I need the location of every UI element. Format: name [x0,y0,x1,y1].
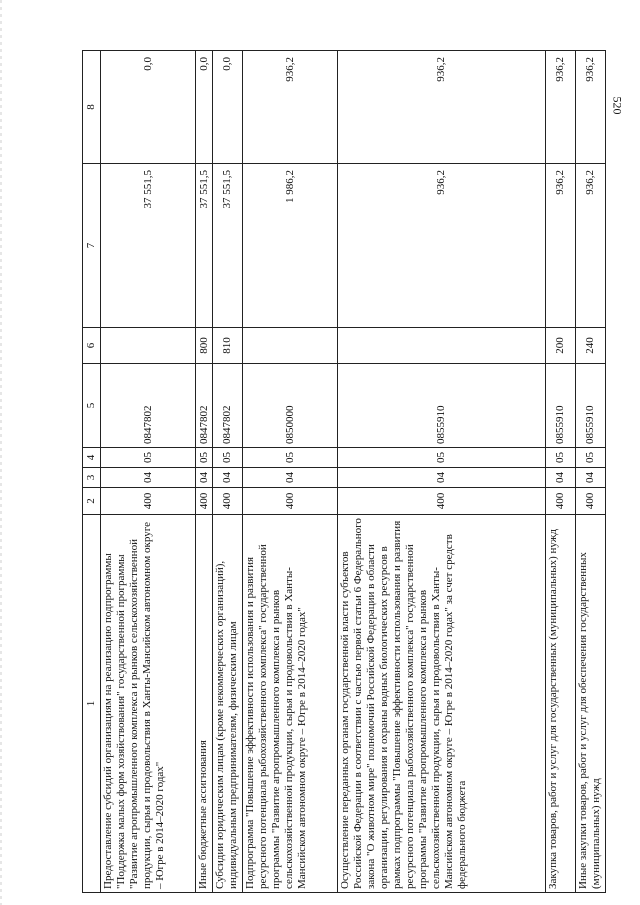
header-cell: 1 [83,515,101,893]
cell-amount-2: 0,0 [213,51,243,164]
cell-expense-type: 200 [546,328,576,364]
cell-amount-2: 936,2 [576,51,606,164]
header-cell: 4 [83,448,101,468]
cell-amount-2: 936,2 [243,51,338,164]
table-row [196,51,213,893]
cell-amount-1: 37 551,5 [101,164,196,328]
cell-subsection: 05 [338,448,546,468]
cell-amount-1: 1 986,2 [243,164,338,328]
cell-code: 400 [338,488,546,515]
budget-table [82,50,606,893]
row-description: Иные закупки товаров, работ и услуг для обеспечения государственных (муниципальных) нужд [576,515,606,893]
table-row [546,51,576,893]
row-description: Закупка товаров, работ и услуг для государственных (муниципальных) нужд [546,515,576,893]
cell-amount-1: 936,2 [546,164,576,328]
header-cell: 8 [83,51,101,164]
row-description: Иные бюджетные ассигнования [196,515,213,893]
table-row [338,51,546,893]
cell-section: 04 [196,468,213,488]
cell-subsection: 05 [101,448,196,468]
cell-expense-type: 240 [576,328,606,364]
cell-target-article: 0847802 [213,364,243,448]
header-row [83,51,101,893]
row-description: Предоставление субсидий организациям на реализацию подпрограммы "Поддержка малых форм хозяйствования" государственной программы "Развитие агропромышленного комплекса и рынков сельскохозяйственной продукции, сырья и продовольствия в Ханты-Мансийском автономном округе – Югре в 2014–2020 годах" [101,515,196,893]
cell-section: 04 [213,468,243,488]
header-cell: 3 [83,468,101,488]
cell-expense-type [338,328,546,364]
cell-amount-1: 936,2 [338,164,546,328]
cell-target-article: 0855910 [546,364,576,448]
rotated-table-container [82,51,640,893]
cell-target-article: 0850000 [243,364,338,448]
cell-amount-1: 37 551,5 [213,164,243,328]
table-row [213,51,243,893]
cell-code: 400 [196,488,213,515]
table-row [243,51,338,893]
row-description: Подпрограмма "Повышение эффективности использования и развития ресурсного потенциала рыбохозяйственного комплекса" государственной программы "Развитие агропромышленного комплекса и рынков сельскохозяйственной продукции, сырья и продовольствия в Ханты-Мансийском автономном округе – Югре в 2014–2020 годах" [243,515,338,893]
cell-code: 400 [243,488,338,515]
header-cell: 6 [83,328,101,364]
cell-section: 04 [338,468,546,488]
cell-subsection: 05 [546,448,576,468]
cell-section: 04 [101,468,196,488]
cell-amount-2: 936,2 [338,51,546,164]
cell-code: 400 [576,488,606,515]
cell-expense-type [243,328,338,364]
cell-expense-type [101,328,196,364]
cell-section: 04 [546,468,576,488]
cell-code: 400 [101,488,196,515]
page-number: 520 [610,96,625,115]
cell-amount-2: 0,0 [101,51,196,164]
cell-amount-1: 936,2 [576,164,606,328]
cell-subsection: 05 [243,448,338,468]
cell-target-article: 0855910 [338,364,546,448]
cell-subsection: 05 [576,448,606,468]
row-description: Осуществление переданных органам государственной власти субъектов Российской Федерации в соответствии с частью первой статьи 6 Федерального закона "О животном мире" полномочий Российской Федерации в области организации, регулирования и охраны водных биологических ресурсов в рамках подпрограммы "Повышение эффективности использования и развития ресурсного потенциала рыбохозяйственного комплекса" государственной программы "Развитие агропромышленного комплекса и рынков сельскохозяйственной продукции, сырья и продовольствия в Ханты-Мансийском автономном округе – Югре в 2014–2020 годах" за счет средств федерального бюджета [338,515,546,893]
cell-section: 04 [243,468,338,488]
cell-code: 400 [213,488,243,515]
cell-target-article: 0847802 [101,364,196,448]
table-row [101,51,196,893]
cell-code: 400 [546,488,576,515]
header-cell: 5 [83,364,101,448]
cell-subsection: 05 [196,448,213,468]
cell-subsection: 05 [213,448,243,468]
cell-target-article: 0847802 [196,364,213,448]
cell-amount-1: 37 551,5 [196,164,213,328]
cell-target-article: 0855910 [576,364,606,448]
cell-amount-2: 936,2 [546,51,576,164]
cell-expense-type: 810 [213,328,243,364]
header-cell: 2 [83,488,101,515]
header-cell: 7 [83,164,101,328]
cell-expense-type: 800 [196,328,213,364]
cell-amount-2: 0,0 [196,51,213,164]
row-description: Субсидии юридическим лицам (кроме некоммерческих организаций), индивидуальным предпринимателям, физическим лицам [213,515,243,893]
cell-section: 04 [576,468,606,488]
table-row [576,51,606,893]
